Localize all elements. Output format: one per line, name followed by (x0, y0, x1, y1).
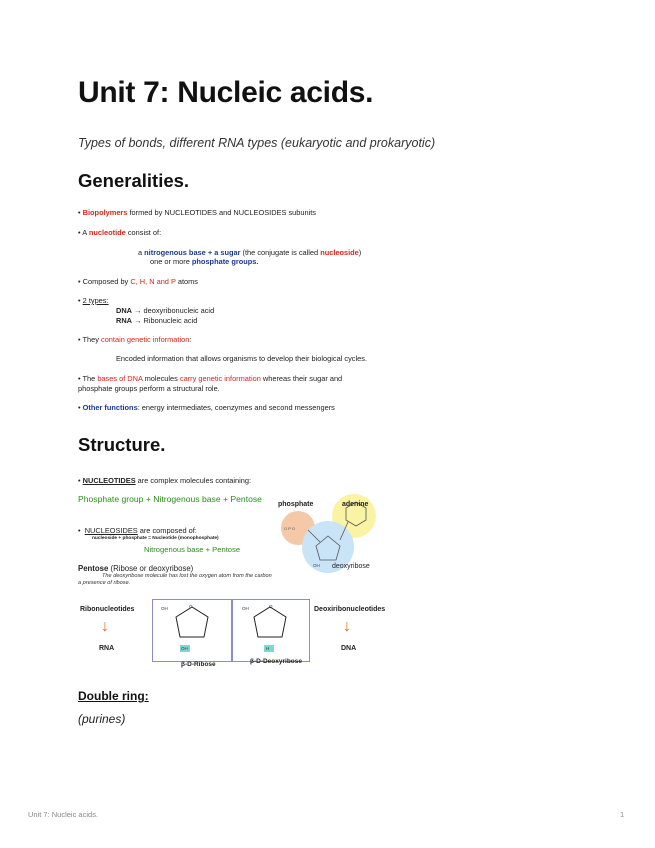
oh-label: OH (313, 563, 320, 568)
dna-bases-line2: phosphate groups perform a structural role. (78, 384, 220, 393)
deoxyribose-oh-top: OH (242, 606, 249, 611)
adenine-label: adenine (342, 501, 369, 508)
deoxiribonucleotides-label: Deoxiribonucleotides (314, 606, 386, 613)
deoxyribose-label: deoxyribose (332, 563, 370, 570)
deoxyribose-o: O (269, 604, 273, 609)
bullet-composed: • Composed by C, H, N and P atoms (78, 277, 198, 286)
bullet-nucleotides: • NUCLEOTIDES are complex molecules containing: (78, 476, 252, 485)
purines-label: (purines) (78, 712, 126, 726)
genetic-info-sub: Encoded information that allows organisms to develop their biological cycles. (116, 354, 368, 363)
nucleoside-small-note: nucleoside + phosphate = Nucleotide (monophosphate) (92, 536, 219, 541)
pentose-note-2: a presence of ribose. (78, 580, 131, 586)
nucleotide-sub-2: one or more phosphate groups. (150, 257, 259, 266)
deoxyribose-caption: β-D-Deoxyribose (250, 658, 303, 665)
ribose-label: β-D-Ribose (181, 661, 216, 668)
page-subtitle: Types of bonds, different RNA types (eukaryotic and prokaryotic) (78, 136, 436, 150)
footer-title: Unit 7: Nucleic acids. (28, 810, 99, 819)
deoxyribose-ring (254, 607, 286, 637)
type-dna: DNA → deoxyribonucleic acid (116, 306, 215, 315)
ribose-ring (176, 607, 208, 637)
pentose-line: Pentose (Ribose or deoxyribose) (78, 564, 194, 573)
bullet-biopolymers: • Biopolymers formed by NUCLEOTIDES and NUCLEOSIDES subunits (78, 208, 316, 217)
generalities-heading: Generalities. (78, 170, 190, 191)
type-rna: RNA → Ribonucleic acid (116, 316, 198, 325)
bullet-nucleosides: • NUCLEOSIDES are composed of: (78, 526, 197, 535)
bullet-dna-bases: • The bases of DNA molecules carry genetic information whereas their sugar and (78, 374, 343, 383)
arrow-down-icon: ↓ (101, 618, 109, 635)
pentose-note-1: The deoxyribose molecule has lost the oxygen atom from the carbon (102, 573, 272, 579)
bullet-other-functions: • Other functions: energy intermediates, coenzymes and second messengers (78, 403, 335, 412)
nucleoside-formula: Nitrogenous base + Pentose (144, 545, 241, 554)
page-number: 1 (620, 810, 625, 819)
structure-heading: Structure. (78, 434, 166, 455)
bullet-types: • 2 types: (78, 296, 109, 305)
bullet-nucleotide: • A nucleotide consist of: (78, 228, 162, 237)
ribose-o: O (189, 604, 193, 609)
nucleotide-sub-1: a nitrogenous base + a sugar (the conjugate is called nucleoside) (138, 248, 362, 257)
deoxyribose-h: H (266, 646, 270, 651)
ribose-oh-top: OH (161, 606, 168, 611)
dna-label: DNA (341, 645, 357, 652)
ribose-oh-bottom: OH (181, 646, 188, 651)
page-title: Unit 7: Nucleic acids. (78, 76, 374, 109)
nucleotide-formula: Phosphate group + Nitrogenous base + Pentose (78, 494, 262, 504)
arrow-down-icon: ↓ (343, 618, 351, 635)
phosphate-label: phosphate (278, 501, 314, 508)
phosphate-atoms: O P O (284, 526, 296, 531)
ribonucleotides-label: Ribonucleotides (80, 606, 135, 613)
rna-label: RNA (99, 645, 115, 652)
bullet-genetic-info: • They contain genetic information: (78, 335, 192, 344)
double-ring-heading: Double ring: (78, 689, 149, 703)
